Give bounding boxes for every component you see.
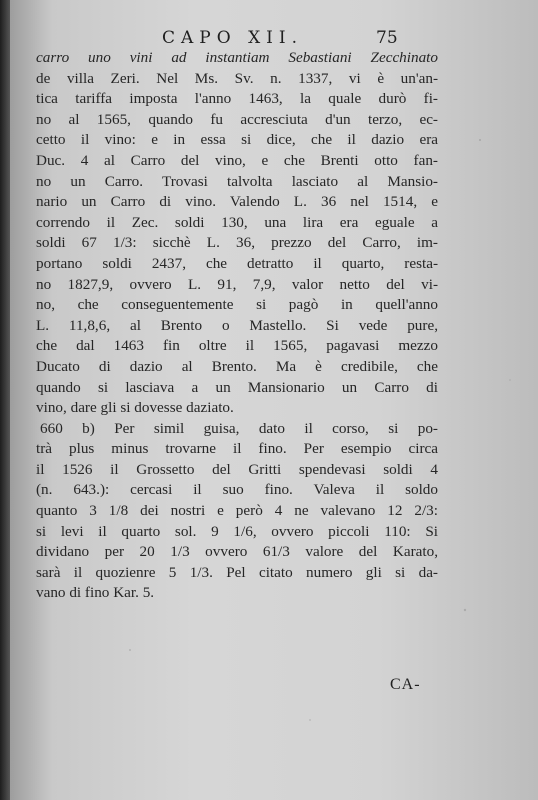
text-line: correndo il Zec. soldi 130, una lira era eguale a — [36, 213, 438, 231]
body-text — [36, 48, 438, 604]
text-line: vano di fino Kar. 5. — [36, 584, 155, 602]
catchword: CA- — [390, 676, 421, 693]
text-line: sarà il quozienre 5 1/3. Pel citato numero gli si da- — [36, 563, 438, 581]
text-line: no 1827,9, ovvero L. 91, 7,9, valor netto del vi- — [36, 275, 438, 293]
text-line: no al 1565, quando fu accresciuta d'un terzo, ec- — [36, 110, 438, 128]
chapter-heading: CAPO XII. — [162, 28, 304, 48]
page-gutter — [0, 0, 10, 800]
text-line: tica tariffa imposta l'anno 1463, la quale durò fi- — [36, 90, 438, 108]
text-line: soldi 67 1/3: sicchè L. 36, prezzo del Carro, im- — [36, 234, 438, 252]
text-line: il 1526 il Grossetto del Gritti spendevasi soldi 4 — [36, 460, 438, 478]
text-line: nario un Carro di vino. Valendo L. 36 nel 1514, e — [36, 193, 438, 211]
text-line: Ducato di dazio al Brento. Ma è credibile, che — [36, 357, 438, 375]
text-line: dividano per 20 1/3 ovvero 61/3 valore del Karato, — [36, 543, 438, 561]
text-line: portano soldi 2437, che detratto il quarto, resta- — [36, 254, 438, 272]
text-line: carro uno vini ad instantiam Sebastiani Zecchinato — [36, 49, 438, 66]
text-line: de villa Zeri. Nel Ms. Sv. n. 1337, vi è un'an- — [36, 69, 438, 87]
text-line: che dal 1463 fin oltre il 1565, pagavasi mezzo — [36, 337, 438, 355]
book-page — [10, 0, 538, 800]
text-line: 660 b) Per simil guisa, dato il corso, si po- — [40, 419, 438, 437]
text-line: vino, dare gli si dovesse daziato. — [36, 399, 234, 417]
text-line: Duc. 4 al Carro del vino, e che Brenti otto fan- — [36, 151, 438, 169]
text-line: si levi il quarto sol. 9 1/6, ovvero piccoli 110: Si — [36, 522, 438, 540]
text-line: quanto 3 1/8 dei nostri e però 4 ne valevano 12 2/3: — [36, 502, 438, 520]
text-line: no un Carro. Trovasi talvolta lasciato al Mansio- — [36, 172, 438, 190]
text-line: cetto il vino: e in essa si dice, che il dazio era — [36, 131, 438, 149]
text-line: L. 11,8,6, al Brento o Mastello. Si vede pure, — [36, 316, 438, 334]
page-number: 75 — [376, 28, 398, 48]
text-line: no, che conseguentemente si pagò in quell'anno — [36, 296, 438, 314]
text-line: trà plus minus trovarne il fino. Per esempio circa — [36, 440, 438, 458]
text-line: (n. 643.): cercasi il suo fino. Valeva il soldo — [36, 481, 438, 499]
text-line: quando si lasciava a un Mansionario un Carro di — [36, 378, 438, 396]
